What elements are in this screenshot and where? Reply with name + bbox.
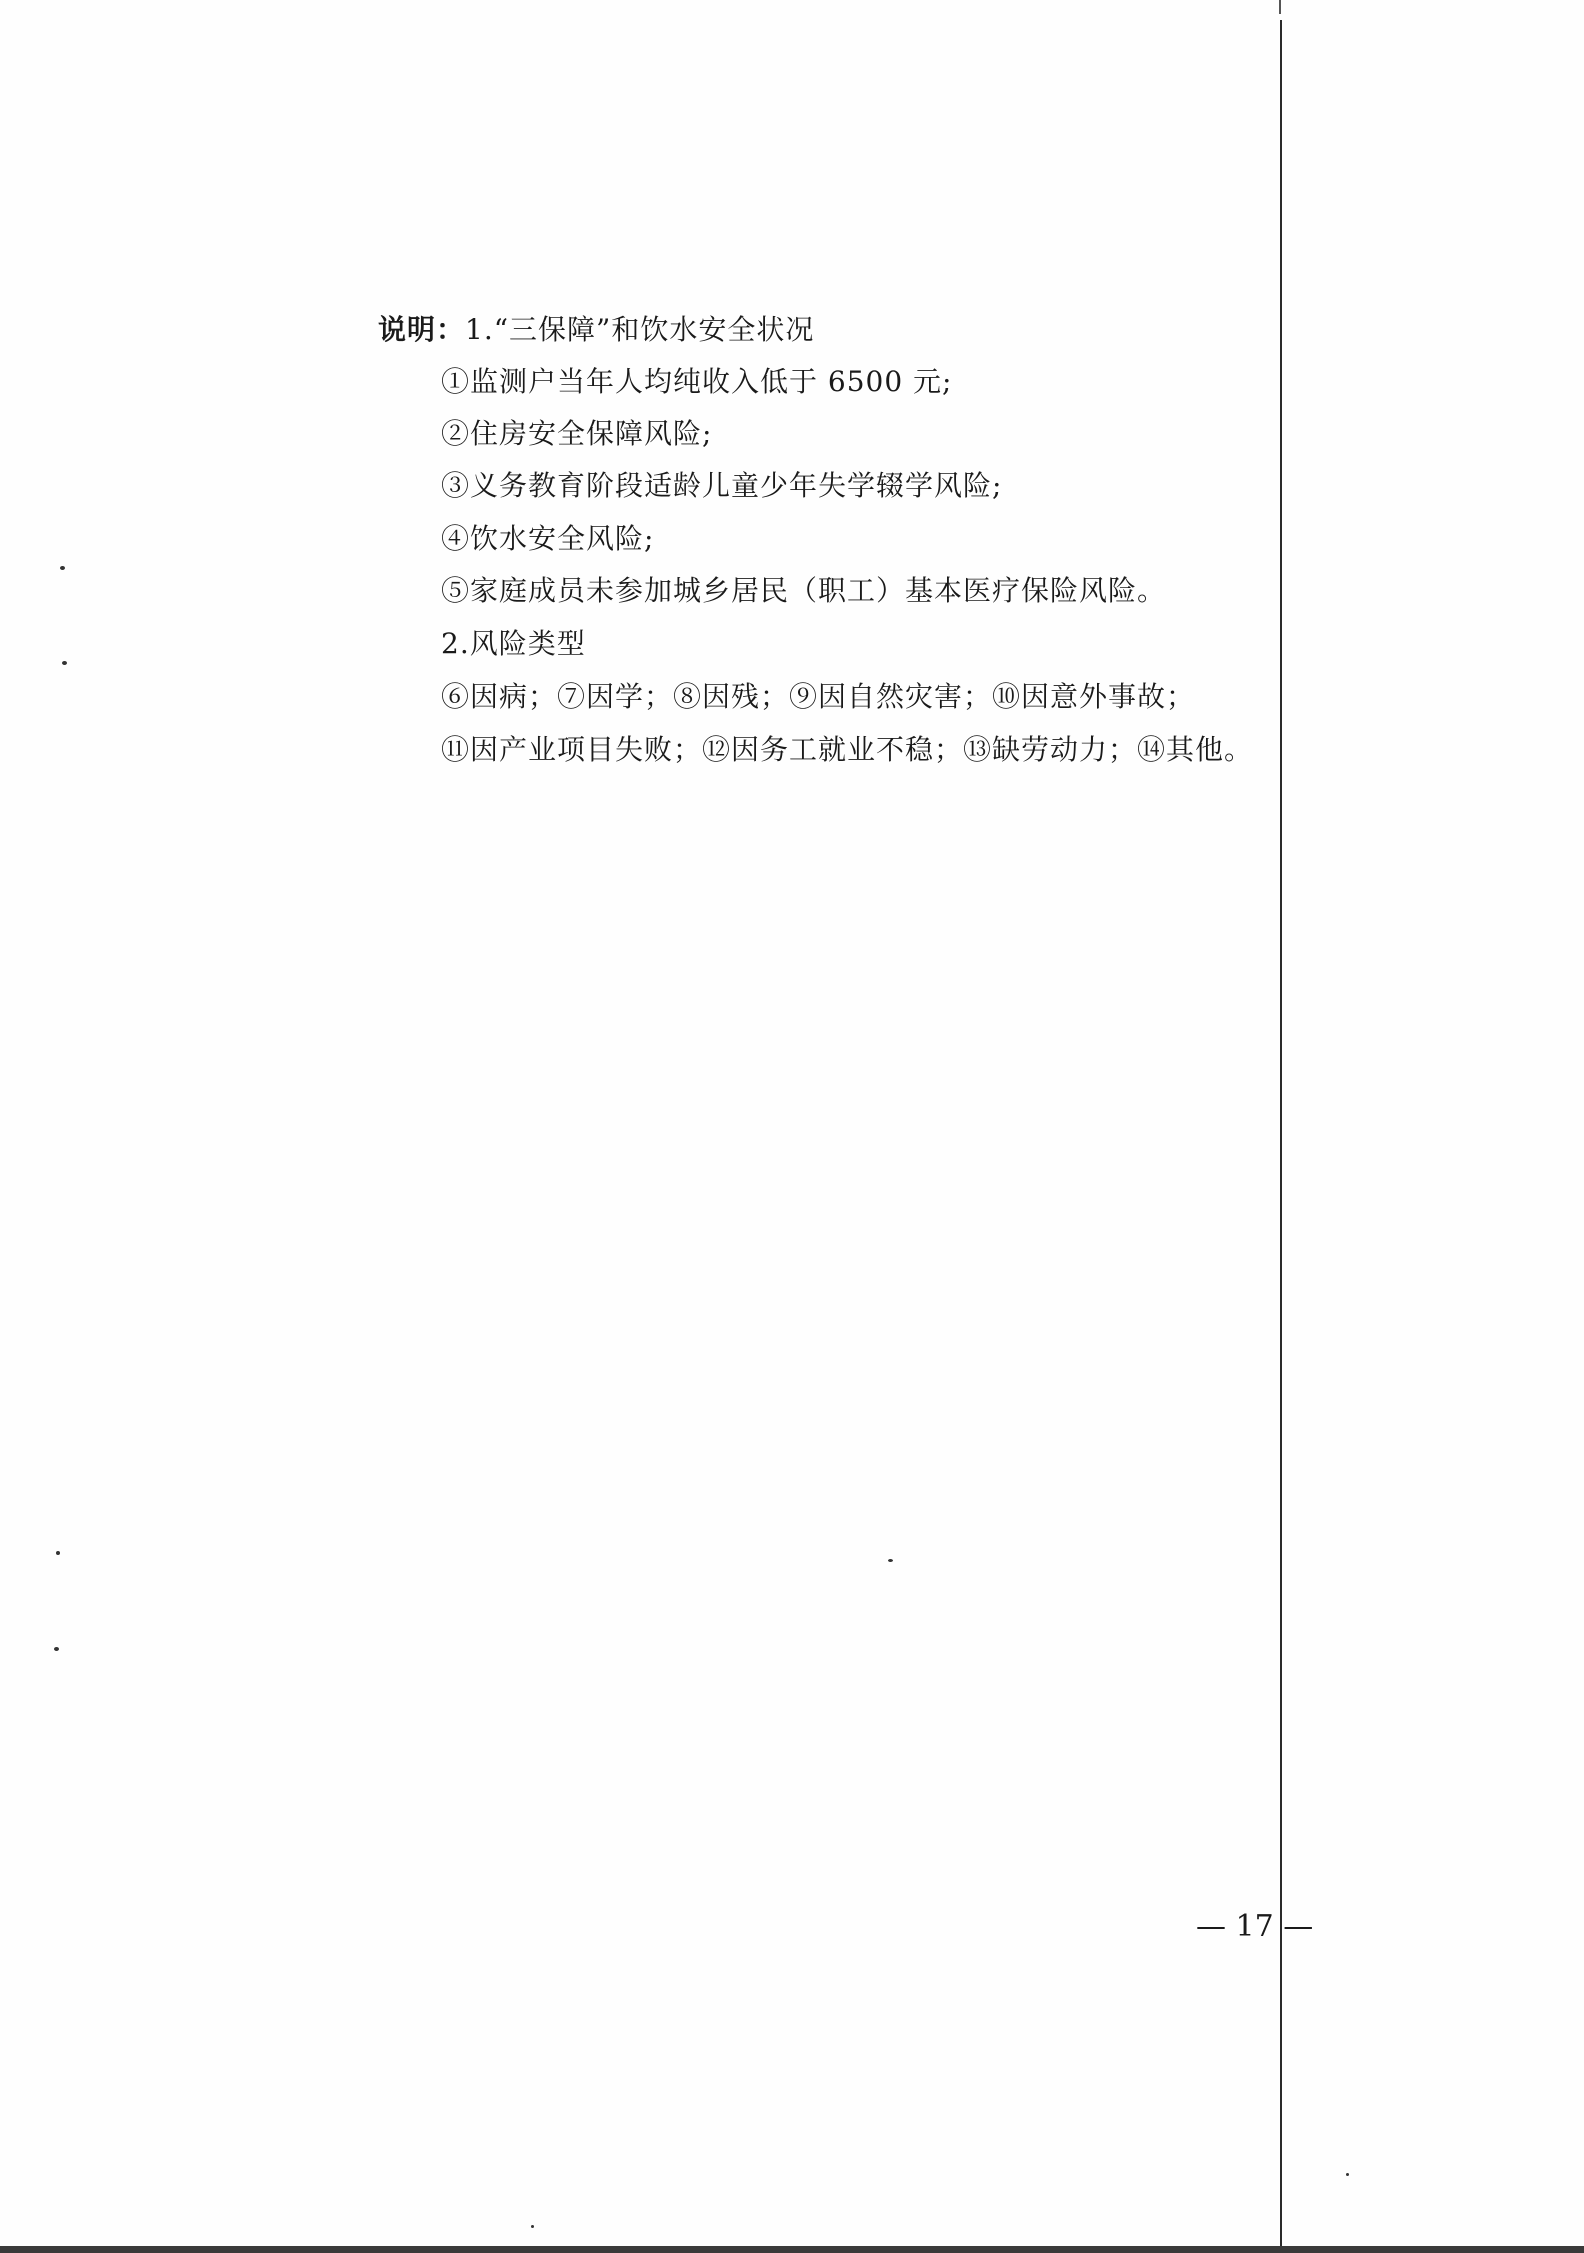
section1-item-2: ②住房安全保障风险; bbox=[441, 417, 713, 450]
scan-bottom-edge bbox=[0, 2246, 1584, 2253]
page-number: — 17 — bbox=[1196, 1909, 1314, 1944]
section1-item-3: ③义务教育阶段适龄儿童少年失学辍学风险; bbox=[441, 469, 1003, 502]
section1-item-5: ⑤家庭成员未参加城乡居民（职工）基本医疗保险风险。 bbox=[441, 574, 1167, 607]
scan-speck bbox=[60, 566, 65, 570]
scan-speck bbox=[1346, 2173, 1349, 2176]
binding-tick bbox=[1279, 0, 1281, 14]
section1-item-4: ④饮水安全风险; bbox=[441, 522, 655, 555]
section2-line-1: ⑥因病；⑦因学；⑧因残；⑨因自然灾害；⑩因意外事故； bbox=[441, 680, 1196, 713]
scan-speck bbox=[62, 661, 67, 665]
section2-line-2: ⑪因产业项目失败；⑫因务工就业不稳；⑬缺劳动力；⑭其他。 bbox=[441, 733, 1254, 766]
notes-heading-label: 说明： bbox=[378, 313, 466, 346]
scan-speck bbox=[531, 2225, 534, 2228]
section2-title: 2.风险类型 bbox=[441, 627, 586, 660]
scan-speck bbox=[54, 1647, 59, 1651]
notes-heading-row bbox=[378, 310, 814, 350]
section1-item-1: ①监测户当年人均纯收入低于 6500 元; bbox=[441, 365, 953, 398]
section1-title: 1.“三保障”和饮水安全状况 bbox=[465, 313, 815, 346]
scan-speck bbox=[888, 1559, 893, 1562]
scan-speck bbox=[56, 1551, 60, 1555]
